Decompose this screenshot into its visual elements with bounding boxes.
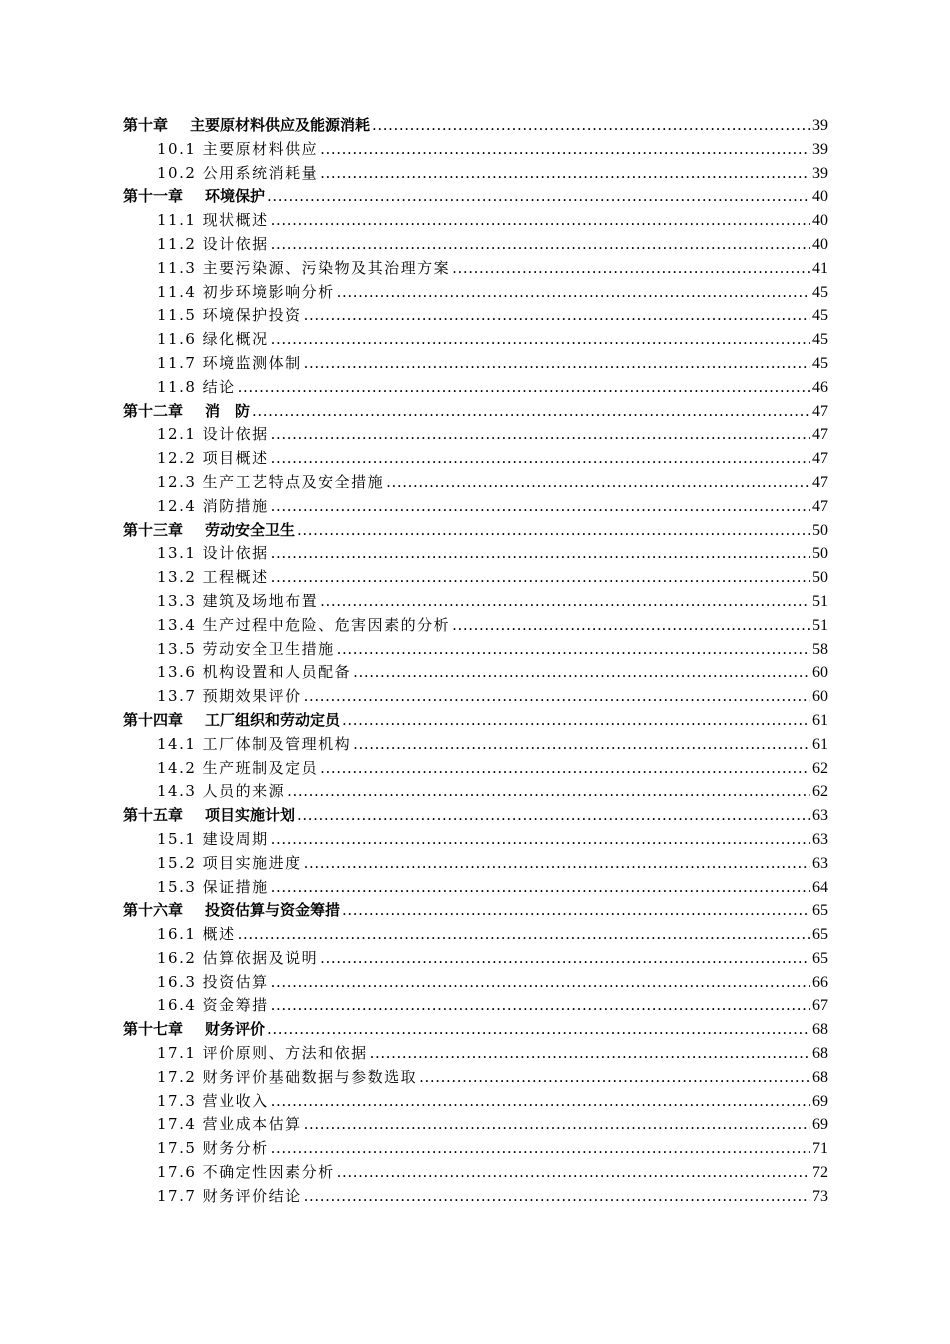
toc-entry-title: 13.6 机构设置和人员配备 <box>157 663 352 682</box>
toc-entry-title: 16.2 估算依据及说明 <box>157 948 319 967</box>
toc-section-entry[interactable] <box>123 1042 828 1066</box>
toc-entry-title: 13.2 工程概述 <box>157 568 269 587</box>
toc-dot-leader <box>271 447 810 471</box>
toc-page-number: 47 <box>812 473 828 491</box>
toc-dot-leader <box>271 542 810 566</box>
toc-entry-title: 12.3 生产工艺特点及安全措施 <box>157 472 385 491</box>
toc-section-entry[interactable] <box>123 495 828 519</box>
toc-dot-leader <box>337 1161 810 1185</box>
toc-dot-leader <box>271 1090 810 1114</box>
toc-page-number: 60 <box>812 664 828 682</box>
toc-page-number: 40 <box>812 188 828 206</box>
toc-page-number: 40 <box>812 212 828 230</box>
toc-entry-title <box>123 519 295 543</box>
toc-section-entry[interactable] <box>123 1137 828 1161</box>
toc-section-entry[interactable] <box>123 661 828 685</box>
toc-dot-leader <box>271 423 810 447</box>
toc-dot-leader <box>342 899 810 923</box>
toc-chapter-number: 第十三章 <box>123 520 184 539</box>
toc-entry-title: 17.5 财务分析 <box>157 1139 269 1158</box>
toc-page-number: 65 <box>812 902 828 920</box>
toc-chapter-title: 项目实施计划 <box>205 806 296 825</box>
toc-section-entry[interactable] <box>123 1090 828 1114</box>
toc-page-number: 46 <box>812 378 828 396</box>
toc-entry-title: 17.1 评价原则、方法和依据 <box>157 1044 368 1063</box>
toc-chapter-entry[interactable] <box>123 114 828 138</box>
toc-entry-title: 11.7 环境监测体制 <box>157 353 302 372</box>
toc-dot-leader <box>320 757 810 781</box>
toc-entry-title: 11.5 环境保护投资 <box>157 306 302 325</box>
toc-dot-leader <box>238 376 810 400</box>
toc-page-number: 50 <box>812 569 828 587</box>
toc-section-entry[interactable] <box>123 590 828 614</box>
toc-chapter-entry[interactable] <box>123 519 828 543</box>
toc-dot-leader <box>271 209 810 233</box>
toc-page-number: 63 <box>812 807 828 825</box>
toc-page-number: 63 <box>812 854 828 872</box>
table-of-contents <box>123 114 828 1209</box>
toc-chapter-entry[interactable] <box>123 899 828 923</box>
toc-section-entry[interactable] <box>123 138 828 162</box>
toc-dot-leader <box>320 590 810 614</box>
toc-entry-title: 14.1 工厂体制及管理机构 <box>157 734 352 753</box>
toc-section-entry[interactable] <box>123 257 828 281</box>
toc-chapter-entry[interactable] <box>123 400 828 424</box>
toc-dot-leader <box>271 1137 810 1161</box>
toc-chapter-title: 工厂组织和劳动定员 <box>205 710 341 729</box>
toc-page-number: 50 <box>812 545 828 563</box>
toc-entry-title: 17.2 财务评价基础数据与参数选取 <box>157 1067 418 1086</box>
toc-entry-title: 13.7 预期效果评价 <box>157 687 302 706</box>
toc-entry-title: 16.1 概述 <box>157 925 236 944</box>
toc-dot-leader <box>252 400 810 424</box>
toc-chapter-title: 消 防 <box>205 401 251 420</box>
toc-chapter-title: 劳动安全卫生 <box>205 520 296 539</box>
toc-section-entry[interactable] <box>123 947 828 971</box>
toc-dot-leader <box>320 947 810 971</box>
toc-dot-leader <box>271 566 810 590</box>
toc-page-number: 73 <box>812 1187 828 1205</box>
toc-chapter-entry[interactable] <box>123 185 828 209</box>
toc-dot-leader <box>267 185 810 209</box>
toc-dot-leader <box>304 1113 810 1137</box>
toc-chapter-entry[interactable] <box>123 1018 828 1042</box>
toc-section-entry[interactable] <box>123 757 828 781</box>
toc-chapter-number: 第十一章 <box>123 187 184 206</box>
toc-section-entry[interactable] <box>123 685 828 709</box>
toc-dot-leader <box>271 876 810 900</box>
toc-entry-title: 17.6 不确定性因素分析 <box>157 1163 335 1182</box>
toc-chapter-title: 主要原材料供应及能源消耗 <box>190 116 371 134</box>
toc-page-number: 69 <box>812 1116 828 1134</box>
toc-page-number: 62 <box>812 759 828 777</box>
toc-page-number: 51 <box>812 616 828 634</box>
toc-entry-title: 11.8 结论 <box>157 377 236 396</box>
toc-page-number: 47 <box>812 450 828 468</box>
toc-page-number: 69 <box>812 1092 828 1110</box>
toc-page-number: 45 <box>812 331 828 349</box>
toc-entry-title: 11.6 绿化概况 <box>157 330 269 349</box>
toc-dot-leader <box>304 685 810 709</box>
toc-section-entry[interactable] <box>123 876 828 900</box>
toc-entry-title <box>123 400 250 424</box>
toc-page-number: 64 <box>812 878 828 896</box>
toc-chapter-title: 环境保护 <box>205 187 266 206</box>
toc-page-number: 58 <box>812 640 828 658</box>
toc-dot-leader <box>337 281 810 305</box>
toc-section-entry[interactable] <box>123 614 828 638</box>
toc-entry-title <box>123 114 370 138</box>
toc-chapter-number: 第十七章 <box>123 1020 184 1039</box>
toc-dot-leader <box>353 661 810 685</box>
toc-entry-title: 17.4 营业成本估算 <box>157 1115 302 1134</box>
toc-section-entry[interactable] <box>123 471 828 495</box>
toc-page-number: 47 <box>812 426 828 444</box>
toc-chapter-entry[interactable] <box>123 709 828 733</box>
toc-chapter-number: 第十四章 <box>123 710 184 729</box>
toc-section-entry[interactable] <box>123 1185 828 1209</box>
toc-section-entry[interactable] <box>123 304 828 328</box>
toc-dot-leader <box>271 828 810 852</box>
toc-entry-title: 17.3 营业收入 <box>157 1091 269 1110</box>
toc-entry-title: 10.1 主要原材料供应 <box>157 139 319 158</box>
toc-section-entry[interactable] <box>123 638 828 662</box>
toc-dot-leader <box>353 733 810 757</box>
toc-dot-leader <box>297 804 810 828</box>
toc-dot-leader <box>342 709 810 733</box>
toc-entry-title <box>123 709 340 733</box>
toc-page-number: 61 <box>812 711 828 729</box>
toc-dot-leader <box>271 233 810 257</box>
toc-chapter-number: 第十五章 <box>123 806 184 825</box>
toc-page-number: 72 <box>812 1164 828 1182</box>
toc-section-entry[interactable] <box>123 1066 828 1090</box>
toc-entry-title: 11.2 设计依据 <box>157 234 269 253</box>
toc-entry-title: 13.5 劳动安全卫生措施 <box>157 639 335 658</box>
toc-page-number: 45 <box>812 283 828 301</box>
toc-section-entry[interactable] <box>123 376 828 400</box>
toc-entry-title: 13.3 建筑及场地布置 <box>157 591 319 610</box>
toc-page-number: 41 <box>812 259 828 277</box>
toc-section-entry[interactable] <box>123 828 828 852</box>
toc-dot-leader <box>271 328 810 352</box>
toc-page-number: 62 <box>812 783 828 801</box>
toc-page-number: 60 <box>812 688 828 706</box>
toc-entry-title: 14.2 生产班制及定员 <box>157 758 319 777</box>
toc-chapter-entry[interactable] <box>123 804 828 828</box>
toc-entry-title: 11.1 现状概述 <box>157 211 269 230</box>
toc-page-number: 50 <box>812 521 828 539</box>
toc-section-entry[interactable] <box>123 923 828 947</box>
toc-section-entry[interactable] <box>123 209 828 233</box>
toc-entry-title: 13.1 设计依据 <box>157 544 269 563</box>
toc-page-number: 68 <box>812 1021 828 1039</box>
toc-page-number: 39 <box>812 117 828 134</box>
toc-section-entry[interactable] <box>123 566 828 590</box>
toc-entry-title: 11.4 初步环境影响分析 <box>157 282 335 301</box>
toc-page-number: 47 <box>812 497 828 515</box>
toc-chapter-number: 第十六章 <box>123 901 184 920</box>
toc-dot-leader <box>320 138 810 162</box>
toc-page-number: 51 <box>812 592 828 610</box>
toc-section-entry[interactable] <box>123 852 828 876</box>
toc-page-number: 40 <box>812 235 828 253</box>
toc-dot-leader <box>267 1018 810 1042</box>
toc-section-entry[interactable] <box>123 233 828 257</box>
toc-dot-leader <box>452 614 810 638</box>
toc-section-entry[interactable] <box>123 994 828 1018</box>
toc-dot-leader <box>372 114 810 138</box>
toc-entry-title: 13.4 生产过程中危险、危害因素的分析 <box>157 615 451 634</box>
toc-section-entry[interactable] <box>123 328 828 352</box>
toc-page-number: 71 <box>812 1140 828 1158</box>
toc-dot-leader <box>271 495 810 519</box>
toc-dot-leader <box>452 257 810 281</box>
toc-section-entry[interactable] <box>123 733 828 757</box>
toc-page-number: 67 <box>812 997 828 1015</box>
toc-dot-leader <box>271 994 810 1018</box>
toc-dot-leader <box>304 852 810 876</box>
toc-page-number: 39 <box>812 140 828 158</box>
toc-dot-leader <box>320 162 810 186</box>
toc-chapter-number: 第十章 <box>123 116 169 134</box>
toc-entry-title: 16.3 投资估算 <box>157 972 269 991</box>
toc-section-entry[interactable] <box>123 447 828 471</box>
toc-page-number: 45 <box>812 354 828 372</box>
toc-page-number: 65 <box>812 949 828 967</box>
toc-section-entry[interactable] <box>123 780 828 804</box>
toc-entry-title: 11.3 主要污染源、污染物及其治理方案 <box>157 258 451 277</box>
toc-page-number: 65 <box>812 926 828 944</box>
toc-dot-leader <box>370 1042 810 1066</box>
toc-chapter-number: 第十二章 <box>123 401 184 420</box>
toc-section-entry[interactable] <box>123 971 828 995</box>
toc-entry-title: 15.2 项目实施进度 <box>157 853 302 872</box>
toc-dot-leader <box>386 471 810 495</box>
toc-entry-title: 15.3 保证措施 <box>157 877 269 896</box>
toc-page-number: 47 <box>812 402 828 420</box>
toc-page-number: 63 <box>812 830 828 848</box>
toc-entry-title: 14.3 人员的来源 <box>157 782 286 801</box>
toc-entry-title: 16.4 资金筹措 <box>157 996 269 1015</box>
toc-dot-leader <box>297 519 810 543</box>
toc-entry-title <box>123 185 265 209</box>
toc-section-entry[interactable] <box>123 1161 828 1185</box>
toc-dot-leader <box>304 352 810 376</box>
toc-section-entry[interactable] <box>123 352 828 376</box>
toc-page-number: 61 <box>812 735 828 753</box>
toc-entry-title: 15.1 建设周期 <box>157 829 269 848</box>
toc-section-entry[interactable] <box>123 1113 828 1137</box>
toc-entry-title <box>123 899 340 923</box>
toc-entry-title: 12.4 消防措施 <box>157 496 269 515</box>
toc-dot-leader <box>337 638 810 662</box>
toc-entry-title <box>123 804 295 828</box>
toc-section-entry[interactable] <box>123 281 828 305</box>
toc-section-entry[interactable] <box>123 542 828 566</box>
toc-page-number: 68 <box>812 1045 828 1063</box>
toc-entry-title: 10.2 公用系统消耗量 <box>157 163 319 182</box>
toc-entry-title: 12.1 设计依据 <box>157 425 269 444</box>
toc-entry-title: 12.2 项目概述 <box>157 449 269 468</box>
toc-chapter-title: 投资估算与资金筹措 <box>205 901 341 920</box>
toc-chapter-title: 财务评价 <box>205 1020 266 1039</box>
toc-section-entry[interactable] <box>123 162 828 186</box>
toc-dot-leader <box>238 923 810 947</box>
toc-page-number: 68 <box>812 1068 828 1086</box>
toc-page-number: 66 <box>812 973 828 991</box>
toc-entry-title <box>123 1018 265 1042</box>
toc-dot-leader <box>271 971 810 995</box>
toc-page-number: 39 <box>812 164 828 182</box>
toc-dot-leader <box>304 1185 810 1209</box>
toc-dot-leader <box>287 780 810 804</box>
toc-dot-leader <box>419 1066 810 1090</box>
toc-page-number: 45 <box>812 307 828 325</box>
toc-section-entry[interactable] <box>123 423 828 447</box>
toc-entry-title: 17.7 财务评价结论 <box>157 1186 302 1205</box>
toc-dot-leader <box>304 304 810 328</box>
